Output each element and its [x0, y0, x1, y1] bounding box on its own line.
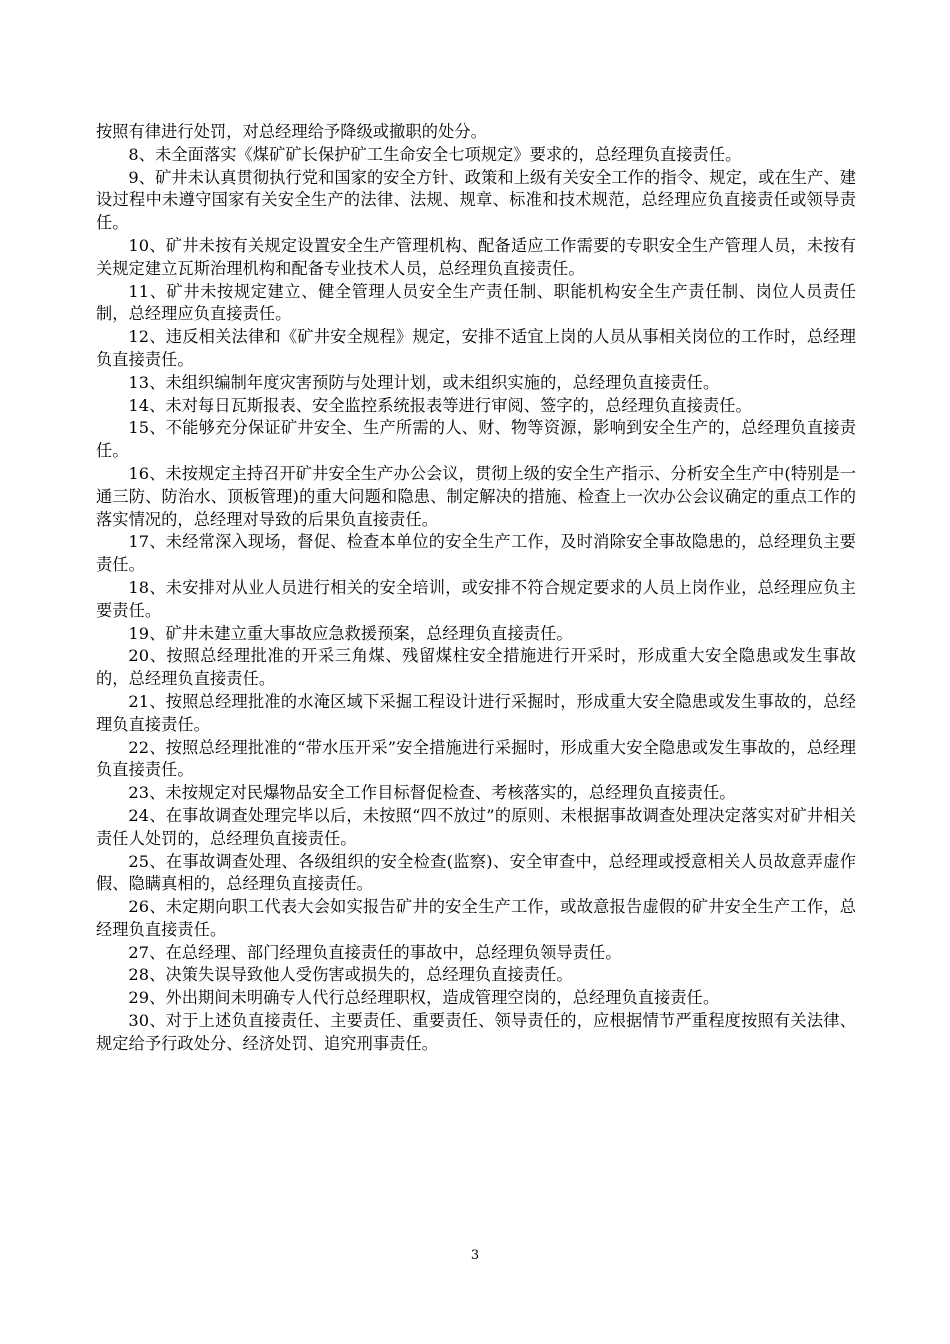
clause-26: 26、未定期向职工代表大会如实报告矿井的安全生产工作，或故意报告虚假的矿井安全生产工作，总经理负直接责任。 [96, 897, 856, 939]
paragraph-continuation: 按照有律进行处罚，对总经理给予降级或撤职的处分。 [96, 122, 487, 141]
clause-28: 28、决策失误导致他人受伤害或损失的，总经理负直接责任。 [128, 965, 573, 985]
clause-23: 23、未按规定对民爆物品安全工作目标督促检查、考核落实的，总经理负直接责任。 [128, 783, 736, 803]
clause-16: 16、未按规定主持召开矿井安全生产办公会议，贯彻上级的安全生产指示、分析安全生产中(特别是一通三防、防治水、顶板管理)的重大问题和隐患、制定解决的措施、检查上一次办公会议确定的重点工作的落实情况的，总经理对导致的后果负直接责任。 [96, 463, 856, 529]
page-number: 3 [470, 1248, 480, 1263]
clause-14: 14、未对每日瓦斯报表、安全监控系统报表等进行审阅、签字的，总经理负直接责任。 [128, 395, 752, 415]
clause-25: 25、在事故调查处理、各级组织的安全检查(监察)、安全审查中，总经理或授意相关人员故意弄虚作假、隐瞒真相的，总经理负直接责任。 [96, 851, 856, 894]
clause-29: 29、外出期间未明确专人代行总经理职权，造成管理空岗的，总经理负直接责任。 [128, 988, 720, 1008]
clause-22: 22、按照总经理批准的“带水压开采”安全措施进行采掘时，形成重大安全隐患或发生事故的，总经理负直接责任。 [96, 737, 856, 780]
clause-24: 24、在事故调查处理完毕以后，未按照“四不放过”的原则、未根据事故调查处理决定落实对矿井相关责任人处罚的，总经理负直接责任。 [96, 805, 856, 848]
clause-18: 18、未安排对从业人员进行相关的安全培训，或安排不符合规定要求的人员上岗作业，总经理应负主要责任。 [96, 577, 856, 620]
clause-10: 10、矿井未按有关规定设置安全生产管理机构、配备适应工作需要的专职安全生产管理人员，未按有关规定建立瓦斯治理机构和配备专业技术人员，总经理负直接责任。 [96, 235, 856, 278]
clause-11: 11、矿井未按规定建立、健全管理人员安全生产责任制、职能机构安全生产责任制、岗位人员责任制，总经理应负直接责任。 [96, 281, 856, 324]
clause-30: 30、对于上述负直接责任、主要责任、重要责任、领导责任的，应根据情节严重程度按照有关法律、规定给予行政处分、经济处罚、追究刑事责任。 [96, 1011, 856, 1053]
clause-12: 12、违反相关法律和《矿井安全规程》规定，安排不适宜上岗的人员从事相关岗位的工作时，总经理负直接责任。 [96, 327, 856, 369]
clause-13: 13、未组织编制年度灾害预防与处理计划，或未组织实施的，总经理负直接责任。 [128, 372, 720, 392]
clause-21: 21、按照总经理批准的水淹区域下采掘工程设计进行采掘时，形成重大安全隐患或发生事故的，总经理负直接责任。 [96, 691, 856, 734]
clause-19: 19、矿井未建立重大事故应急救援预案，总经理负直接责任。 [128, 623, 573, 643]
clause-27: 27、在总经理、部门经理负直接责任的事故中，总经理负领导责任。 [128, 942, 622, 962]
clause-15: 15、不能够充分保证矿井安全、生产所需的人、财、物等资源，影响到安全生产的，总经理负直接责任。 [96, 418, 856, 461]
document-body [96, 121, 856, 1056]
clause-9: 9、矿井未认真贯彻执行党和国家的安全方针、政策和上级有关安全工作的指令、规定，或在生产、建设过程中未遵守国家有关安全生产的法律、法规、规章、标准和技术规范，总经理应负直接责任或领导责任。 [96, 167, 856, 233]
clause-20: 20、按照总经理批准的开采三角煤、残留煤柱安全措施进行开采时，形成重大安全隐患或发生事故的，总经理负直接责任。 [96, 646, 856, 689]
clause-8: 8、未全面落实《煤矿矿长保护矿工生命安全七项规定》要求的，总经理负直接责任。 [128, 144, 742, 164]
clause-17: 17、未经常深入现场，督促、检查本单位的安全生产工作，及时消除安全事故隐患的，总经理负主要责任。 [96, 532, 856, 575]
